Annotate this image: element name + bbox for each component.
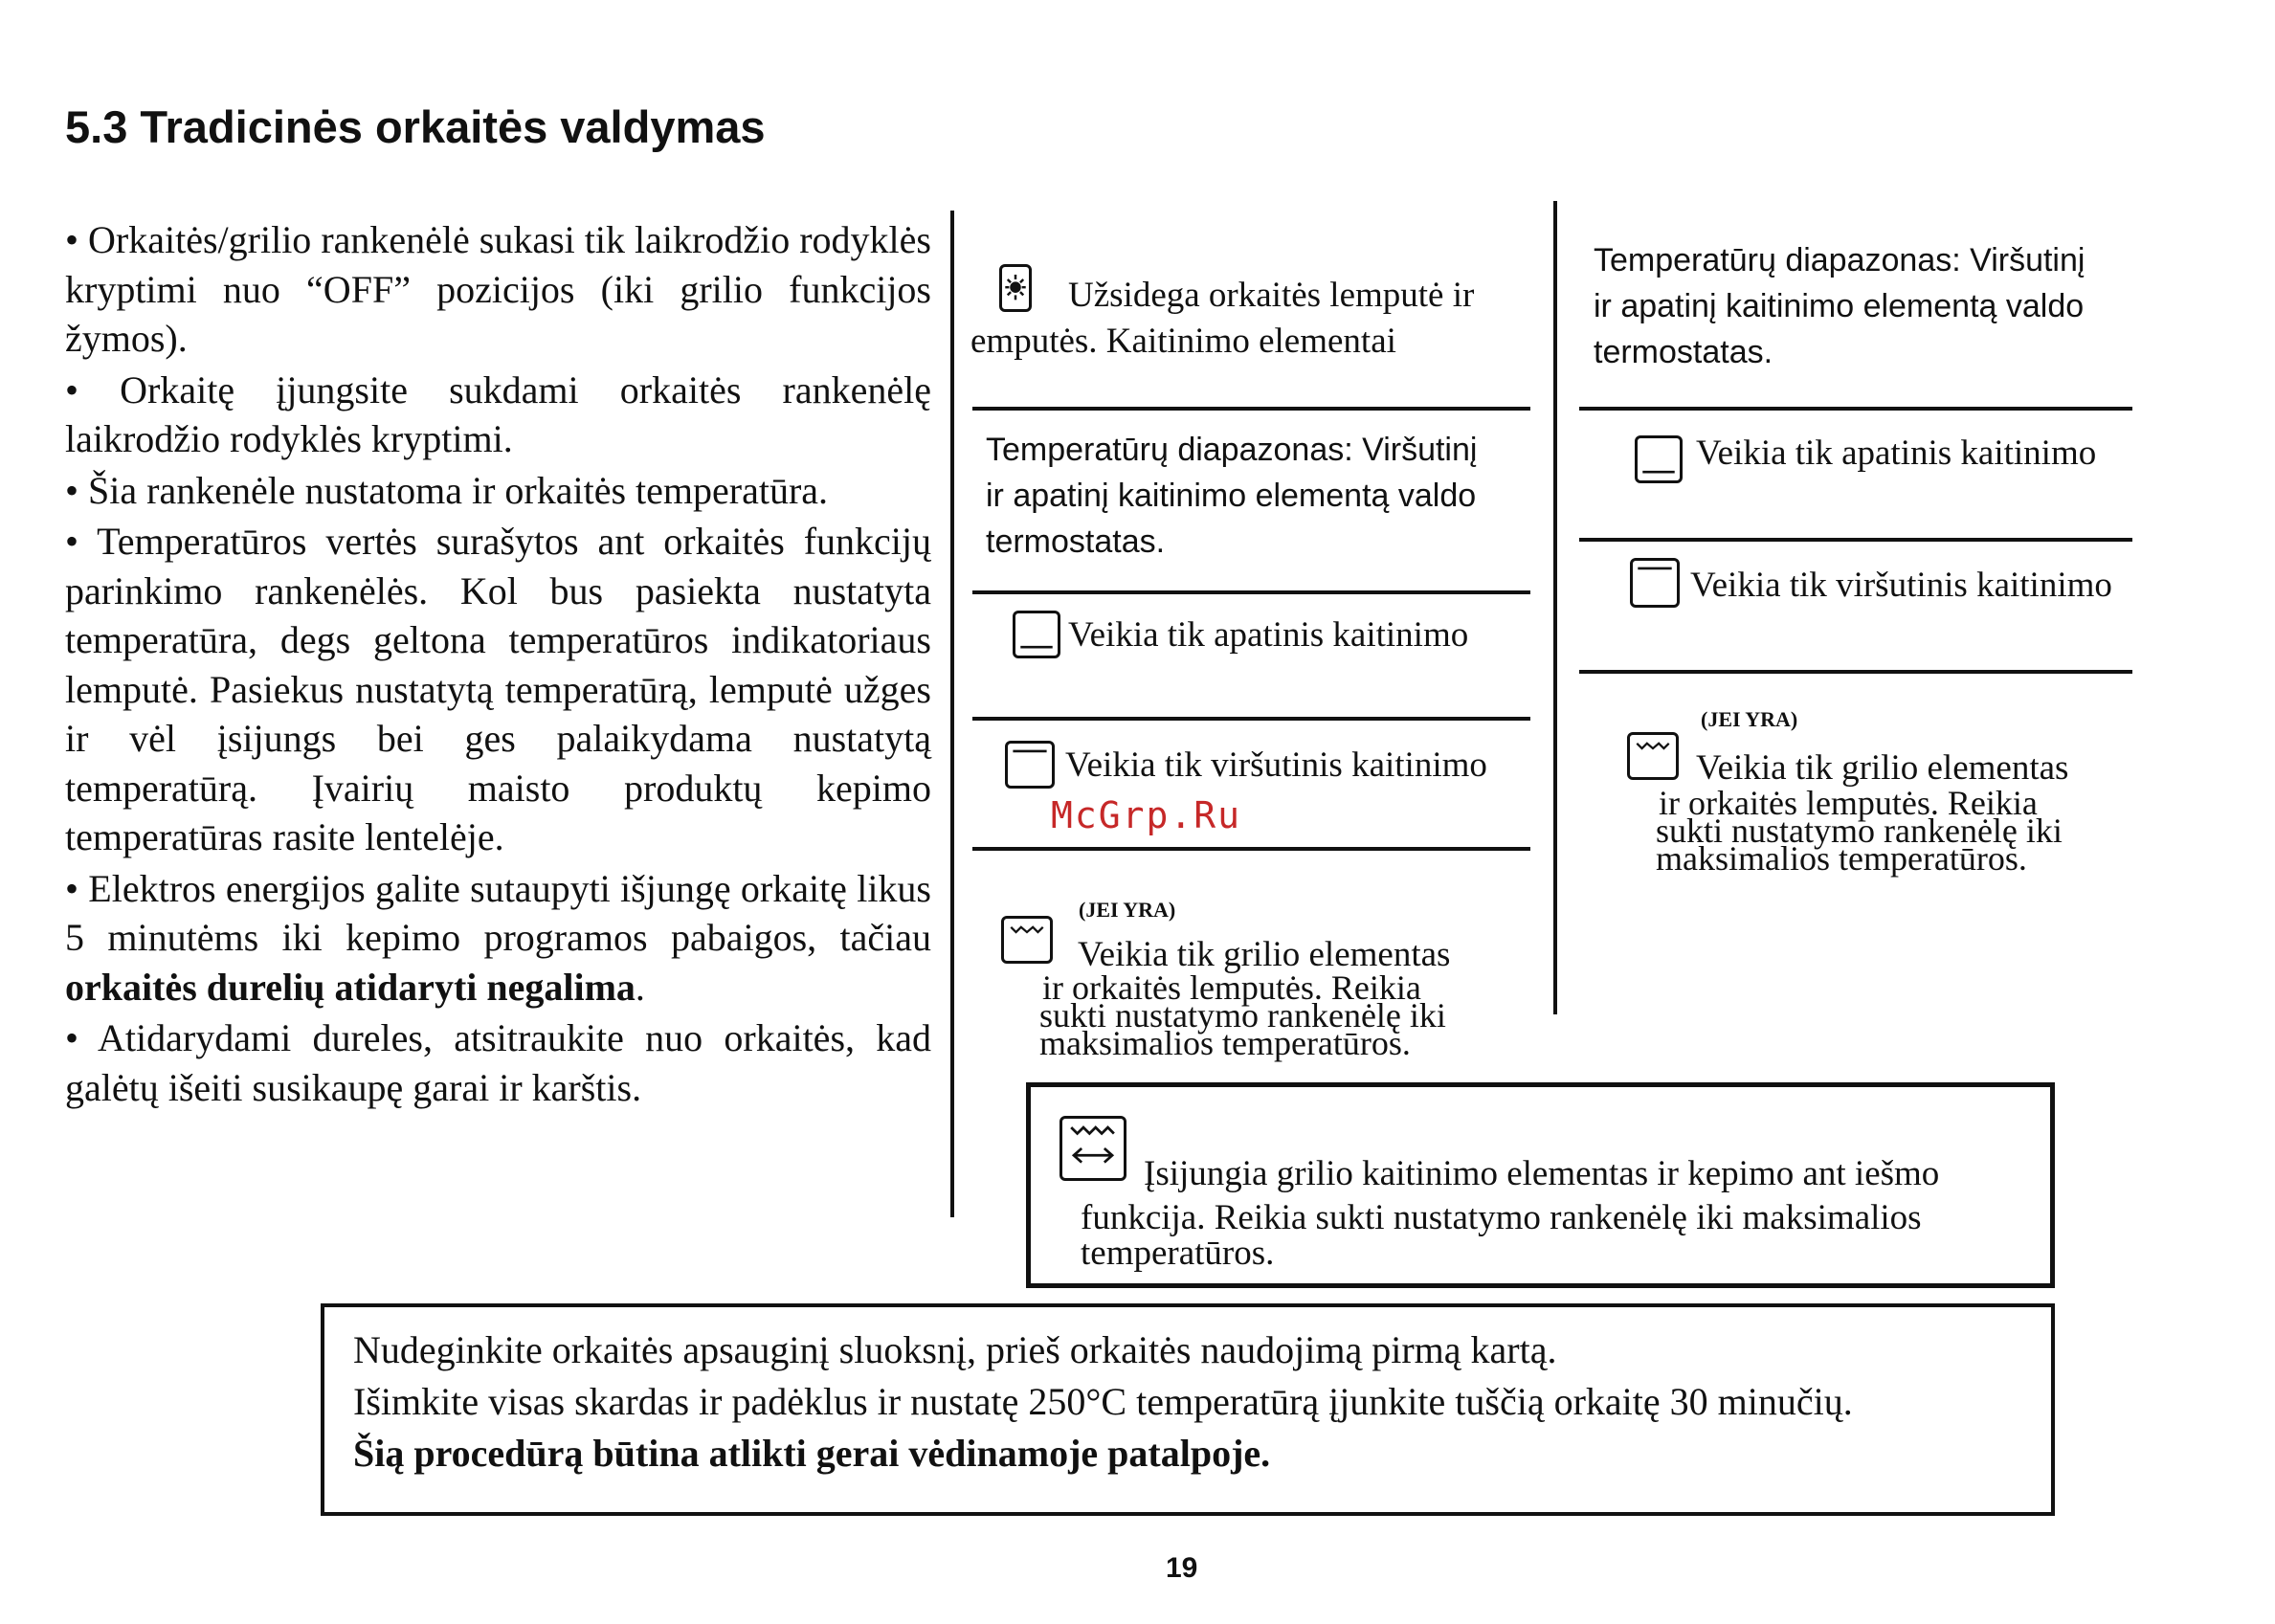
oven-lamp-icon	[999, 264, 1032, 312]
bullet-energy-warning: orkaitės durelių atidaryti negalima	[65, 965, 636, 1009]
divider	[972, 717, 1530, 721]
grill-label-line4: maksimalios temperatūros.	[1039, 1024, 1411, 1062]
right-temperature-range-line2: ir apatinį kaitinimo elementą valdo	[1594, 288, 2085, 324]
right-grill-label-line1: Veikia tik grilio elementas	[1696, 748, 2069, 788]
grill-label-line2: ir orkaitės lemputės. Reikia	[1042, 968, 1421, 1007]
right-grill-label-line3: sukti nustatymo rankenėlę iki	[1656, 812, 2063, 850]
bullet-open-door: • Atidarydami dureles, atsitraukite nuo orkaitės, kad galėtų išeiti susikaupę garai ir karštis.	[65, 1016, 931, 1109]
notice-line2: Išimkite visas skardas ir padėklus ir nustatę 250°C temperatūrą įjunkite tuščią orkaitę 30 minučių.	[353, 1380, 1853, 1423]
lamp-description-line1: Užsidega orkaitės lemputė ir	[1068, 276, 1475, 315]
notice-line3: Šią procedūrą būtina atlikti gerai vėdinamoje patalpoje.	[353, 1432, 1271, 1475]
divider	[972, 590, 1530, 594]
column-divider-right	[1553, 201, 1557, 1014]
bullet-energy-saving: • Elektros energijos galite sutaupyti išjungę orkaitę likus 5 minutėms iki kepimo programos pabaigos, tačiau orkaitės durelių atidaryti negalima.	[65, 866, 931, 1009]
column-divider-left	[950, 211, 954, 1217]
right-grill-label-line2: ir orkaitės lemputės. Reikia	[1659, 784, 2038, 822]
bottom-heat-icon	[1013, 611, 1060, 658]
right-top-heat-icon	[1630, 558, 1680, 608]
page-number: 19	[1166, 1552, 1198, 1584]
right-grill-icon	[1627, 732, 1679, 780]
rotisserie-line2: funkcija. Reikia sukti nustatymo rankenėlę iki maksimalios	[1081, 1198, 1922, 1237]
right-temperature-range-line3: termostatas.	[1594, 334, 1773, 370]
bullet-turn-on: • Orkaitę įjungsite sukdami orkaitės rankenėlę laikrodžio rodyklės kryptimi.	[65, 367, 931, 460]
watermark: McGrp.Ru	[1051, 794, 1242, 836]
right-grill-label-line4: maksimalios temperatūros.	[1656, 839, 2027, 878]
grill-label-line1: Veikia tik grilio elementas	[1078, 935, 1451, 974]
grill-icon	[1001, 916, 1053, 964]
rotisserie-line1: Įsijungia grilio kaitinimo elementas ir kepimo ant iešmo	[1144, 1154, 1940, 1193]
lamp-description-line2: emputės. Kaitinimo elementai	[970, 322, 1396, 361]
grill-optional-tag: (JEI YRA)	[1079, 898, 1176, 922]
right-grill-optional-tag: (JEI YRA)	[1701, 707, 1798, 731]
temperature-range-line3: termostatas.	[986, 523, 1166, 560]
right-temperature-range-line1: Temperatūrų diapazonas: Viršutinį	[1594, 242, 2085, 278]
top-heat-icon	[1005, 741, 1055, 789]
divider	[1579, 670, 2132, 674]
divider	[972, 407, 1530, 411]
rotisserie-line3: temperatūros.	[1081, 1234, 1275, 1273]
top-heat-label: Veikia tik viršutinis kaitinimo	[1065, 745, 1487, 785]
notice-line1: Nudeginkite orkaitės apsauginį sluoksnį, prieš orkaitės naudojimą pirmą kartą.	[353, 1328, 1557, 1371]
left-column	[65, 215, 931, 1114]
section-heading: 5.3 Tradicinės orkaitės valdymas	[65, 101, 766, 152]
temperature-range-line1: Temperatūrų diapazonas: Viršutinį	[986, 432, 1478, 468]
divider	[1579, 407, 2132, 411]
right-bottom-heat-label: Veikia tik apatinis kaitinimo	[1696, 434, 2097, 473]
grill-label-line3: sukti nustatymo rankenėlę iki	[1039, 996, 1446, 1034]
divider	[1579, 538, 2132, 542]
divider	[972, 847, 1530, 851]
bullet-temperature-set: • Šia rankenėle nustatoma ir orkaitės temperatūra.	[65, 468, 829, 512]
bullet-knob-direction: • Orkaitės/grilio rankenėlė sukasi tik laikrodžio rodyklės kryptimi nuo “OFF” pozicijos (iki grilio funkcijos žymos).	[65, 218, 931, 360]
first-use-notice-box	[321, 1303, 2055, 1516]
right-bottom-heat-icon	[1635, 435, 1683, 483]
rotisserie-box	[1026, 1082, 2055, 1288]
right-top-heat-label: Veikia tik viršutinis kaitinimo	[1690, 566, 2112, 605]
bottom-heat-label: Veikia tik apatinis kaitinimo	[1068, 615, 1469, 655]
rotisserie-icon	[1059, 1116, 1126, 1181]
bullet-temperature-indicator: • Temperatūros vertės surašytos ant orkaitės funkcijų parinkimo rankenėlės. Kol bus pasiekta nustatyta temperatūra, degs geltona temperatūros indikatoriaus lemputė. Pasiekus nustatytą temperatūrą, lemputė užges ir vėl įsijungs bei ges palaikydama nustatytą temperatūrą. Įvairių maisto produktų kepimo temperatūras rasite lentelėje.	[65, 520, 931, 858]
temperature-range-line2: ir apatinį kaitinimo elementą valdo	[986, 478, 1477, 514]
